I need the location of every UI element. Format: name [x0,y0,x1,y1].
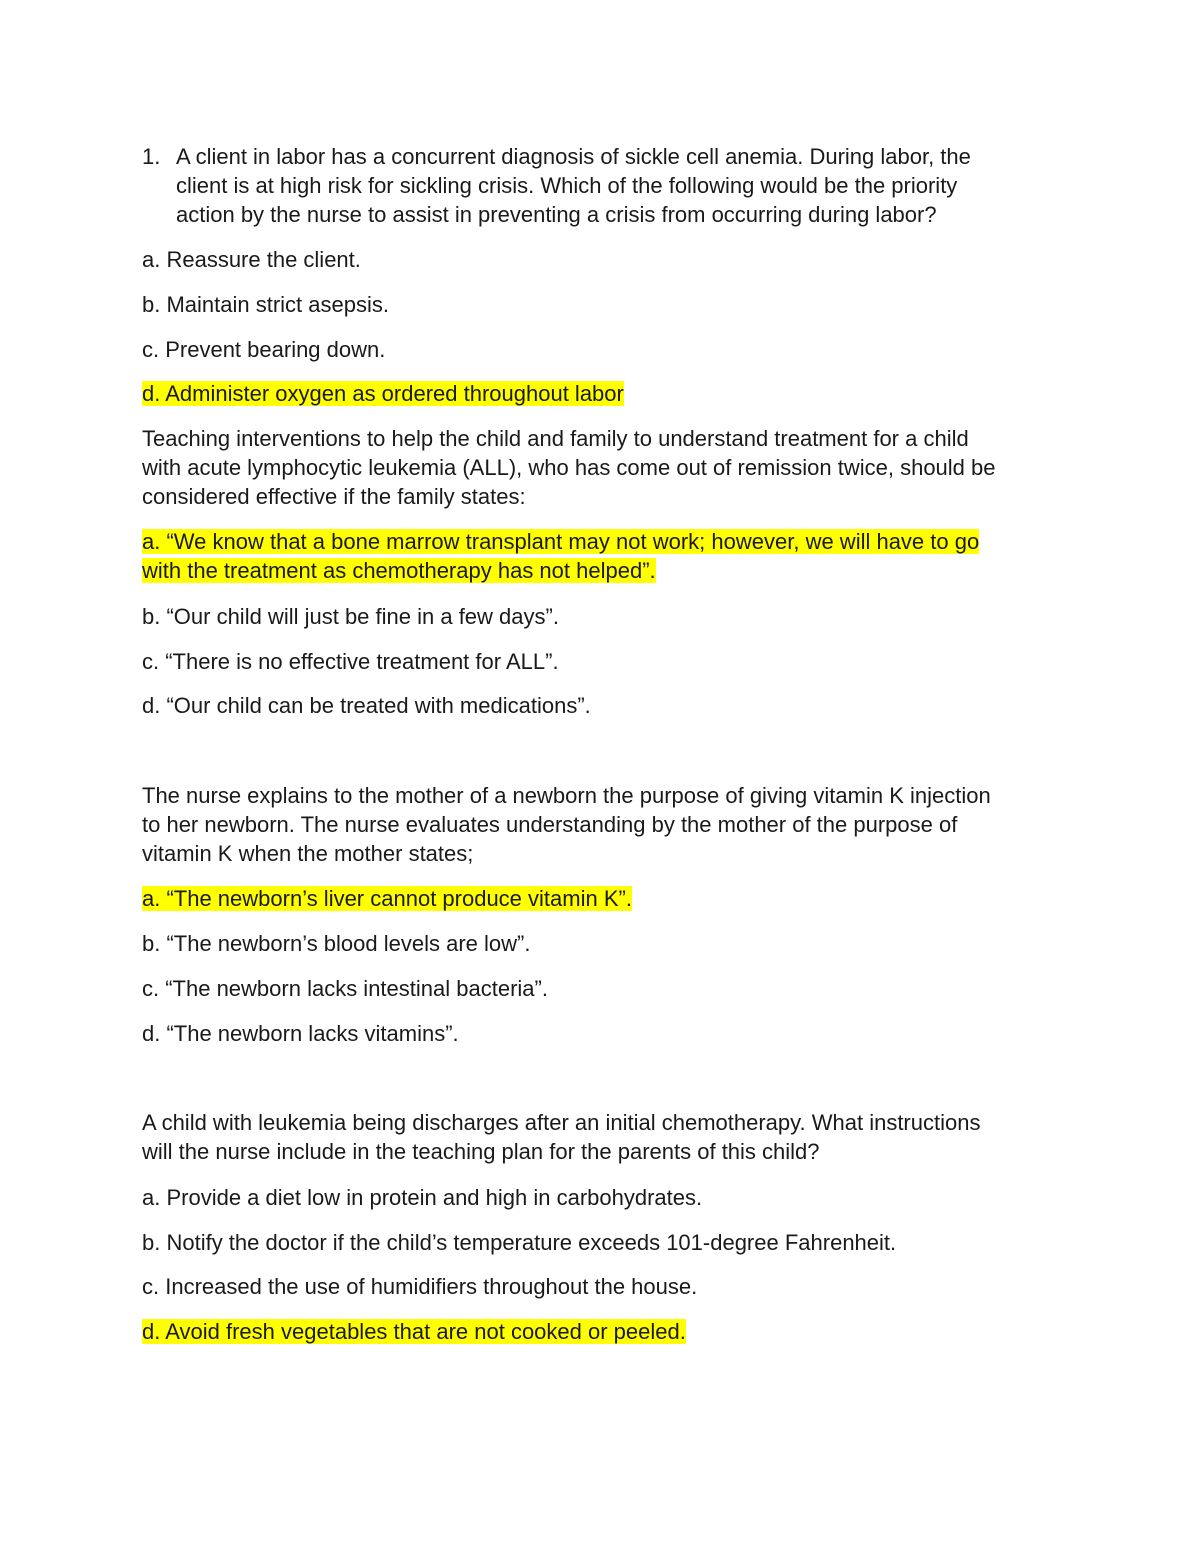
highlighted-answer: a. “We know that a bone marrow transplant may not work; however, we will have to go [142,529,980,554]
question-2-option-a-answer-line-1 [142,527,979,556]
question-3-stem-line-2: to her newborn. The nurse evaluates understanding by the mother of the purpose of [142,812,958,837]
question-1-option-d-answer [142,379,624,408]
question-1-stem-line-2: client is at high risk for sickling crisis. Which of the following would be the priority [176,173,958,198]
question-2-option-a-answer-line-2 [142,556,656,585]
question-1-option-c: c. Prevent bearing down. [142,337,386,362]
question-2-stem-line-2: with acute lymphocytic leukemia (ALL), who has come out of remission twice, should be [142,455,996,480]
question-1-stem-line-3: action by the nurse to assist in preventing a crisis from occurring during labor? [176,202,937,227]
question-4-stem-line-2: will the nurse include in the teaching plan for the parents of this child? [142,1139,820,1164]
question-1-number: 1. [142,144,161,169]
highlighted-answer: with the treatment as chemotherapy has not helped”. [142,558,656,583]
question-3-stem-line-1: The nurse explains to the mother of a newborn the purpose of giving vitamin K injection [142,783,991,808]
question-4-option-a: a. Provide a diet low in protein and high in carbohydrates. [142,1185,703,1210]
question-2-stem-line-1: Teaching interventions to help the child and family to understand treatment for a child [142,426,969,451]
highlighted-answer: d. Administer oxygen as ordered throughout labor [142,381,624,406]
question-1-option-a: a. Reassure the client. [142,247,361,272]
question-2-option-c: c. “There is no effective treatment for ALL”. [142,649,559,674]
question-2-option-b: b. “Our child will just be fine in a few days”. [142,604,559,629]
question-3-option-c: c. “The newborn lacks intestinal bacteria”. [142,976,548,1001]
question-4-stem-line-1: A child with leukemia being discharges after an initial chemotherapy. What instructions [142,1110,981,1135]
question-2-option-d: d. “Our child can be treated with medications”. [142,693,591,718]
question-4-option-b: b. Notify the doctor if the child’s temperature exceeds 101-degree Fahrenheit. [142,1230,897,1255]
question-4-option-c: c. Increased the use of humidifiers throughout the house. [142,1274,698,1299]
question-1-option-b: b. Maintain strict asepsis. [142,292,389,317]
question-2-stem-line-3: considered effective if the family states: [142,484,526,509]
question-1-stem-line-1: A client in labor has a concurrent diagnosis of sickle cell anemia. During labor, the [176,144,971,169]
highlighted-answer: d. Avoid fresh vegetables that are not cooked or peeled. [142,1319,686,1344]
highlighted-answer: a. “The newborn’s liver cannot produce vitamin K”. [142,886,632,911]
question-3-option-a-answer [142,884,632,913]
question-4-option-d-answer [142,1317,686,1346]
question-3-option-d: d. “The newborn lacks vitamins”. [142,1021,459,1046]
question-3-option-b: b. “The newborn’s blood levels are low”. [142,931,531,956]
question-3-stem-line-3: vitamin K when the mother states; [142,841,474,866]
